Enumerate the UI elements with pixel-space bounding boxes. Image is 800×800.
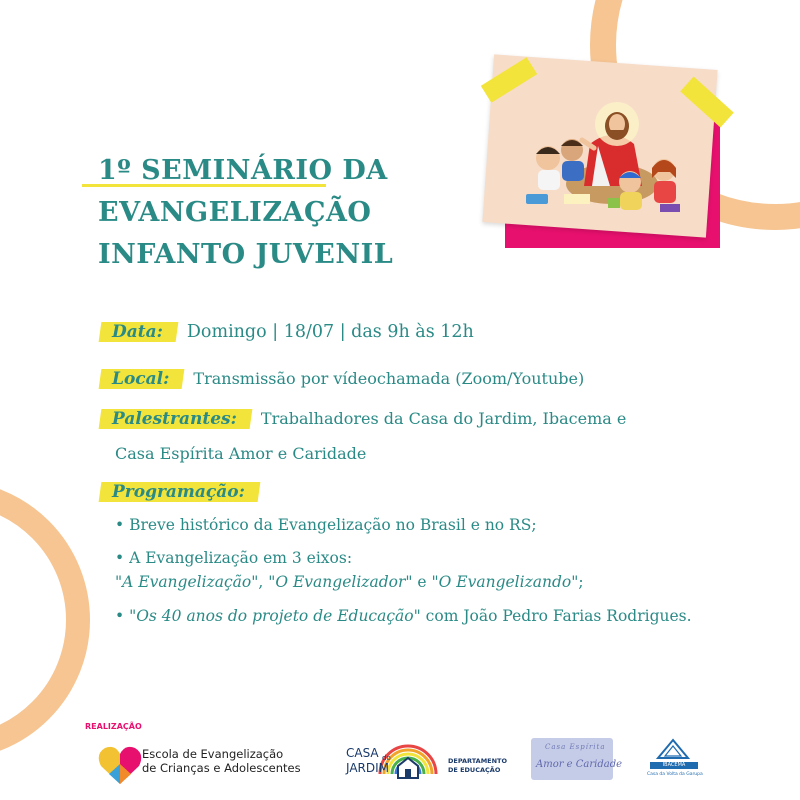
- local-label: Local:: [99, 369, 185, 389]
- programacao-item: • "Os 40 anos do projeto de Educação" com João Pedro Farias Rodrigues.: [115, 607, 692, 625]
- depto-line: DE EDUCAÇÃO: [448, 766, 501, 774]
- depto-line: DEPARTAMENTO: [448, 757, 508, 765]
- programacao-item-continued: "A Evangelização", "O Evangelizador" e "O Evangelizando";: [115, 573, 584, 591]
- escola-line: Escola de Evangelização: [142, 747, 284, 761]
- eixo-1: "A Evangelização": [115, 573, 259, 591]
- data-label: Data:: [99, 322, 179, 342]
- realizacao-label: REALIZAÇÃO: [85, 722, 142, 731]
- programacao-item: • A Evangelização em 3 eixos:: [115, 549, 353, 567]
- palestrantes-value: Trabalhadores da Casa do Jardim, Ibacema e: [260, 409, 627, 428]
- local-value: Transmissão por vídeochamada (Zoom/Youtube): [193, 369, 585, 388]
- triangle-logo: [656, 738, 690, 760]
- programacao-item: • Breve histórico da Evangelização no Brasil e no RS;: [115, 516, 537, 534]
- eixo-2: "O Evangelizador": [268, 573, 413, 591]
- amor-top-text: Casa Espírita: [545, 743, 606, 751]
- info-row-local: [100, 369, 584, 389]
- info-row-data: [100, 322, 474, 342]
- ibacema-name: IBACEMA: [650, 762, 698, 769]
- jesus-with-children-illustration: [512, 86, 700, 224]
- info-row-programacao: [100, 482, 259, 502]
- info-row-palestrantes: [100, 409, 626, 429]
- escola-line: de Crianças e Adolescentes: [142, 761, 301, 775]
- palestrantes-value-continued: Casa Espírita Amor e Caridade: [115, 444, 367, 463]
- amor-bottom-text: Amor e Caridade: [536, 759, 623, 770]
- heart-puzzle-logo: [95, 740, 145, 790]
- escola-name: [142, 747, 301, 775]
- data-value: Domingo | 18/07 | das 9h às 12h: [186, 322, 474, 342]
- ibacema-subtitle: Casa da Volta da Garupa: [647, 772, 703, 777]
- decorative-ring-left: [0, 480, 90, 760]
- projeto-title: "Os 40 anos do projeto de Educação": [129, 607, 421, 625]
- eixo-3: "O Evangelizando": [431, 573, 579, 591]
- departamento-educacao: [448, 757, 507, 775]
- title-line: EVANGELIZAÇÃO: [98, 197, 372, 228]
- jardim-text: JARDIM: [346, 761, 390, 775]
- casa-do-text: do: [382, 754, 391, 762]
- page-title: [98, 150, 498, 276]
- programacao-label: Programação:: [99, 482, 261, 502]
- casa-text: CASA: [346, 746, 379, 760]
- title-line: INFANTO JUVENIL: [98, 239, 394, 270]
- palestrantes-label: Palestrantes:: [99, 409, 253, 429]
- title-line: 1º SEMINÁRIO DA: [98, 155, 388, 186]
